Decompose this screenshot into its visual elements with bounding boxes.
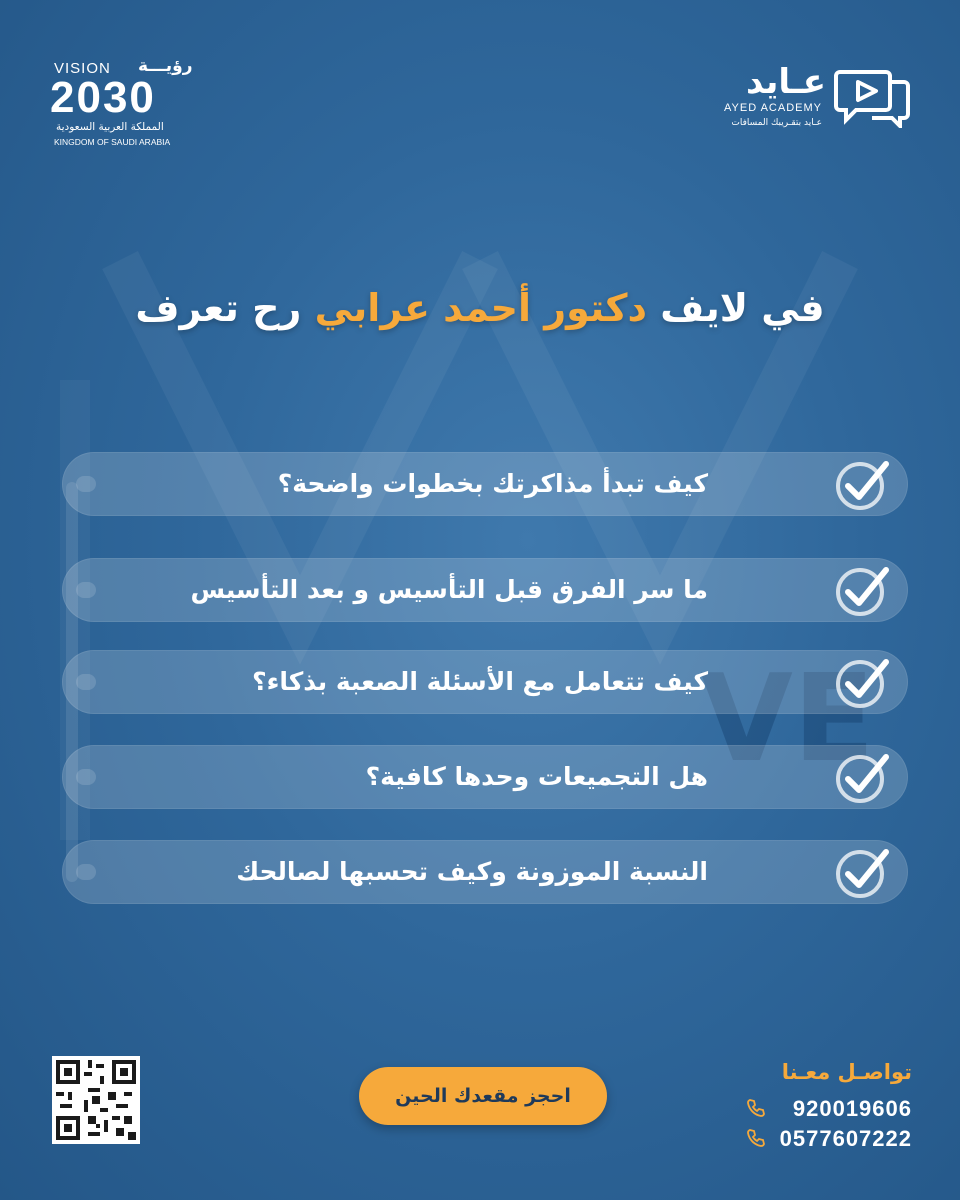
qr-code[interactable] bbox=[52, 1056, 140, 1144]
phone-icon bbox=[746, 1128, 766, 1148]
list-item-text: كيف تتعامل مع الأسئلة الصعبة بذكاء؟ bbox=[252, 667, 708, 696]
brand-name-en: AYED ACADEMY bbox=[724, 102, 822, 114]
check-circle-icon bbox=[834, 844, 892, 900]
check-circle-icon bbox=[834, 456, 892, 512]
check-circle-icon bbox=[834, 749, 892, 805]
phone-icon bbox=[746, 1098, 766, 1118]
headline-highlight: دكتور أحمد عرابي bbox=[314, 286, 648, 330]
bullet-dot bbox=[76, 476, 96, 492]
headline-part2: رح تعرف bbox=[135, 286, 315, 330]
phone-number[interactable]: 0577607222 bbox=[779, 1126, 912, 1151]
list-item bbox=[62, 650, 908, 714]
headline bbox=[0, 283, 960, 333]
book-seat-button[interactable]: احجز مقعدك الحين bbox=[359, 1067, 607, 1125]
list-item bbox=[62, 452, 908, 516]
bullet-dot bbox=[76, 864, 96, 880]
video-chat-icon bbox=[834, 66, 914, 128]
list-item bbox=[62, 558, 908, 622]
vision-word: VISION bbox=[54, 60, 111, 77]
list-item bbox=[62, 840, 908, 904]
bullet-dot bbox=[76, 582, 96, 598]
check-circle-icon bbox=[834, 562, 892, 618]
vision-2030-logo bbox=[50, 56, 193, 150]
bullet-dot bbox=[76, 674, 96, 690]
contact-title: تواصـل معـنا bbox=[781, 1060, 912, 1084]
brand-tagline: عـايد بتقـريبك المسافات bbox=[731, 118, 822, 128]
vision-kingdom-en: KINGDOM OF SAUDI ARABIA bbox=[54, 137, 171, 147]
list-item bbox=[62, 745, 908, 809]
list-item-text: كيف تبدأ مذاكرتك بخطوات واضحة؟ bbox=[277, 469, 708, 498]
list-item-text: ما سر الفرق قبل التأسيس و بعد التأسيس bbox=[190, 575, 708, 604]
vision-arabic: رؤيـــة bbox=[138, 56, 193, 76]
brand-name-ar: عـايد bbox=[745, 62, 826, 102]
list-item-text: هل التجميعات وحدها كافية؟ bbox=[365, 762, 708, 791]
bullet-dot bbox=[76, 769, 96, 785]
check-circle-icon bbox=[834, 654, 892, 710]
svg-text:VE: VE bbox=[700, 650, 875, 789]
ayed-academy-logo bbox=[714, 62, 914, 142]
phone-number[interactable]: 920019606 bbox=[792, 1096, 912, 1121]
vision-year: 2030 bbox=[50, 73, 156, 122]
headline-part1: في لايف bbox=[647, 286, 825, 330]
vision-kingdom-ar: المملكة العربية السعودية bbox=[56, 121, 164, 133]
list-item-text: النسبة الموزونة وكيف تحسبها لصالحك bbox=[236, 857, 708, 886]
